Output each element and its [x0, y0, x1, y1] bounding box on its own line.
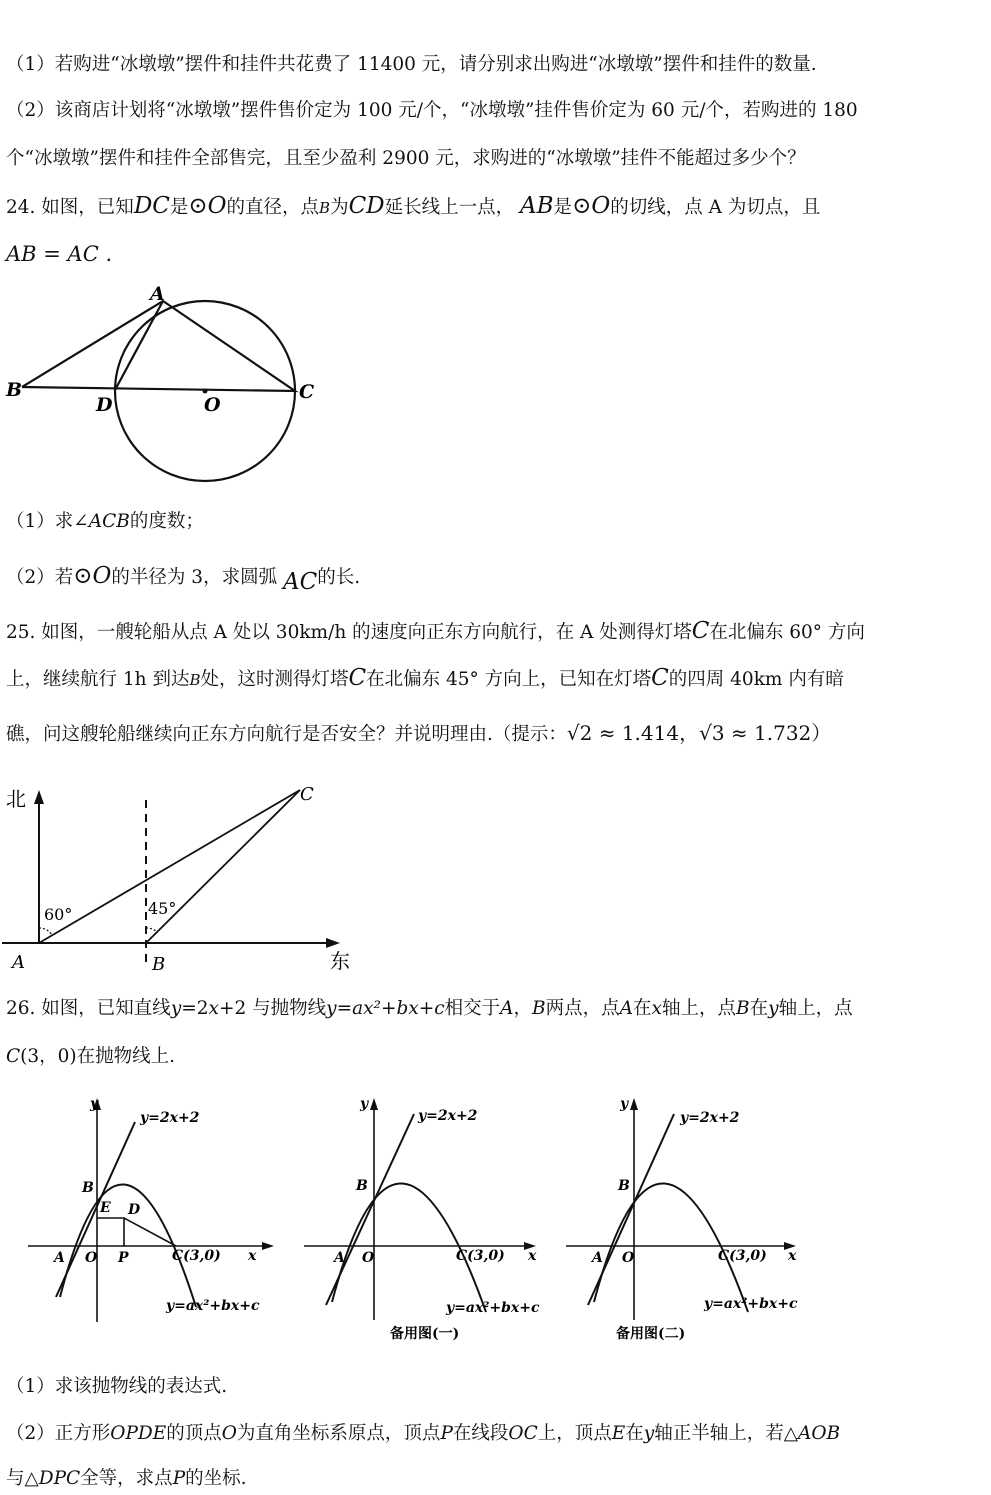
- svg-text:P: P: [118, 1250, 129, 1266]
- q23-part2-line2: 个“冰墩墩”摆件和挂件全部售完，且至少盈利 2900 元，求购进的“冰墩墩”挂件不能超过多少个？: [6, 148, 806, 169]
- q25-line3: 礁，问这艘轮船继续向正东方向航行是否安全？并说明理由.（提示：√2 ≈ 1.414，√3 ≈ 1.732）: [6, 721, 832, 745]
- svg-text:O: O: [622, 1250, 635, 1266]
- label-d: D: [96, 394, 113, 416]
- svg-text:x: x: [788, 1248, 797, 1264]
- caption-spare-2: 备用图(二): [616, 1326, 686, 1342]
- label-60: 60°: [44, 905, 73, 924]
- q25-line2: 上，继续航行 1h 到达B处，这时测得灯塔C在北偏东 45° 方向上，已知在灯塔C的四周 40km 内有暗: [6, 665, 844, 691]
- q24-stem-line2: AB = AC .: [6, 242, 113, 266]
- angle-45-arc: [146, 928, 157, 932]
- label-45: 45°: [148, 899, 177, 918]
- square-opde: [97, 1218, 124, 1246]
- svg-text:y: y: [360, 1096, 369, 1112]
- svg-text:y=2x+2: y=2x+2: [418, 1108, 478, 1124]
- svg-text:C(3,0): C(3,0): [718, 1248, 767, 1264]
- label-north: 北: [6, 787, 26, 811]
- svg-text:y=2x+2: y=2x+2: [140, 1110, 200, 1126]
- q26-sub1: （1）求该抛物线的表达式.: [6, 1376, 228, 1397]
- svg-text:B: B: [356, 1178, 368, 1194]
- svg-text:O: O: [85, 1250, 98, 1266]
- center-dot: [203, 389, 208, 394]
- svg-text:x: x: [248, 1248, 257, 1264]
- caption-spare-1: 备用图(一): [390, 1326, 460, 1342]
- label-a: A: [150, 283, 165, 305]
- east-arrow: [326, 938, 340, 948]
- svg-text:C(3,0): C(3,0): [172, 1248, 221, 1264]
- svg-text:C(3,0): C(3,0): [456, 1248, 505, 1264]
- svg-text:A: A: [592, 1250, 603, 1266]
- svg-text:A: A: [334, 1250, 345, 1266]
- svg-text:y: y: [90, 1096, 99, 1112]
- q23-part1: （1）若购进“冰墩墩”摆件和挂件共花费了 11400 元，请分别求出购进“冰墩墩”摆件和挂件的数量.: [6, 54, 817, 75]
- svg-text:y: y: [620, 1096, 629, 1112]
- label-o: O: [204, 394, 221, 416]
- q25-line1: 25. 如图，一艘轮船从点 A 处以 30km/h 的速度向正东方向航行，在 A 处测得灯塔C在北偏东 60° 方向: [6, 618, 865, 644]
- q25-figure: [0, 778, 360, 978]
- svg-text:B: B: [82, 1180, 94, 1196]
- q24-figure: [0, 280, 330, 490]
- q24-sub1: （1）求∠ACB的度数；: [6, 511, 204, 532]
- q26-sub2-line1: （2）正方形OPDE的顶点O为直角坐标系原点，顶点P在线段OC上，顶点E在y轴正半轴上，若△AOB: [6, 1423, 841, 1444]
- angle-60-arc: [39, 928, 52, 935]
- label-a: A: [12, 952, 25, 973]
- svg-text:B: B: [618, 1178, 630, 1194]
- q26-sub2-line2: 与△DPC全等，求点P的坐标.: [6, 1468, 247, 1489]
- svg-text:E: E: [100, 1200, 111, 1216]
- north-arrow: [34, 790, 44, 804]
- svg-text:O: O: [362, 1250, 375, 1266]
- label-b: B: [6, 379, 23, 401]
- svg-text:y=ax²+bx+c: y=ax²+bx+c: [704, 1296, 798, 1312]
- q26-line1: 26. 如图，已知直线y=2x+2 与抛物线y=ax²+bx+c相交于A，B两点，点A在x轴上，点B在y轴上，点: [6, 998, 853, 1019]
- q26-line2: C(3，0)在抛物线上.: [6, 1046, 176, 1067]
- svg-text:y=2x+2: y=2x+2: [680, 1110, 740, 1126]
- q26-graph-main: [20, 1092, 280, 1332]
- svg-text:y=ax²+bx+c: y=ax²+bx+c: [166, 1298, 260, 1314]
- q24-sub2: （2）若⊙O的半径为 3，求圆弧 AC的长.: [6, 563, 361, 595]
- label-b: B: [152, 954, 166, 975]
- label-c: C: [300, 784, 314, 805]
- svg-text:x: x: [528, 1248, 537, 1264]
- svg-text:D: D: [128, 1202, 141, 1218]
- svg-text:y=ax²+bx+c: y=ax²+bx+c: [446, 1300, 540, 1316]
- q24-stem-line1: 24. 如图，已知DC是⊙O的直径，点B为CD延长线上一点， AB是⊙O的切线，点 A 为切点，且: [6, 193, 821, 219]
- q23-part2-line1: （2）该商店计划将“冰墩墩”摆件售价定为 100 元/个，“冰墩墩”挂件售价定为 60 元/个，若购进的 180: [6, 100, 858, 121]
- q26-graph-spare-1: [296, 1090, 556, 1350]
- q26-graph-spare-2: [558, 1090, 818, 1350]
- svg-text:A: A: [54, 1250, 65, 1266]
- label-c: C: [299, 381, 315, 403]
- label-east: 东: [330, 949, 350, 973]
